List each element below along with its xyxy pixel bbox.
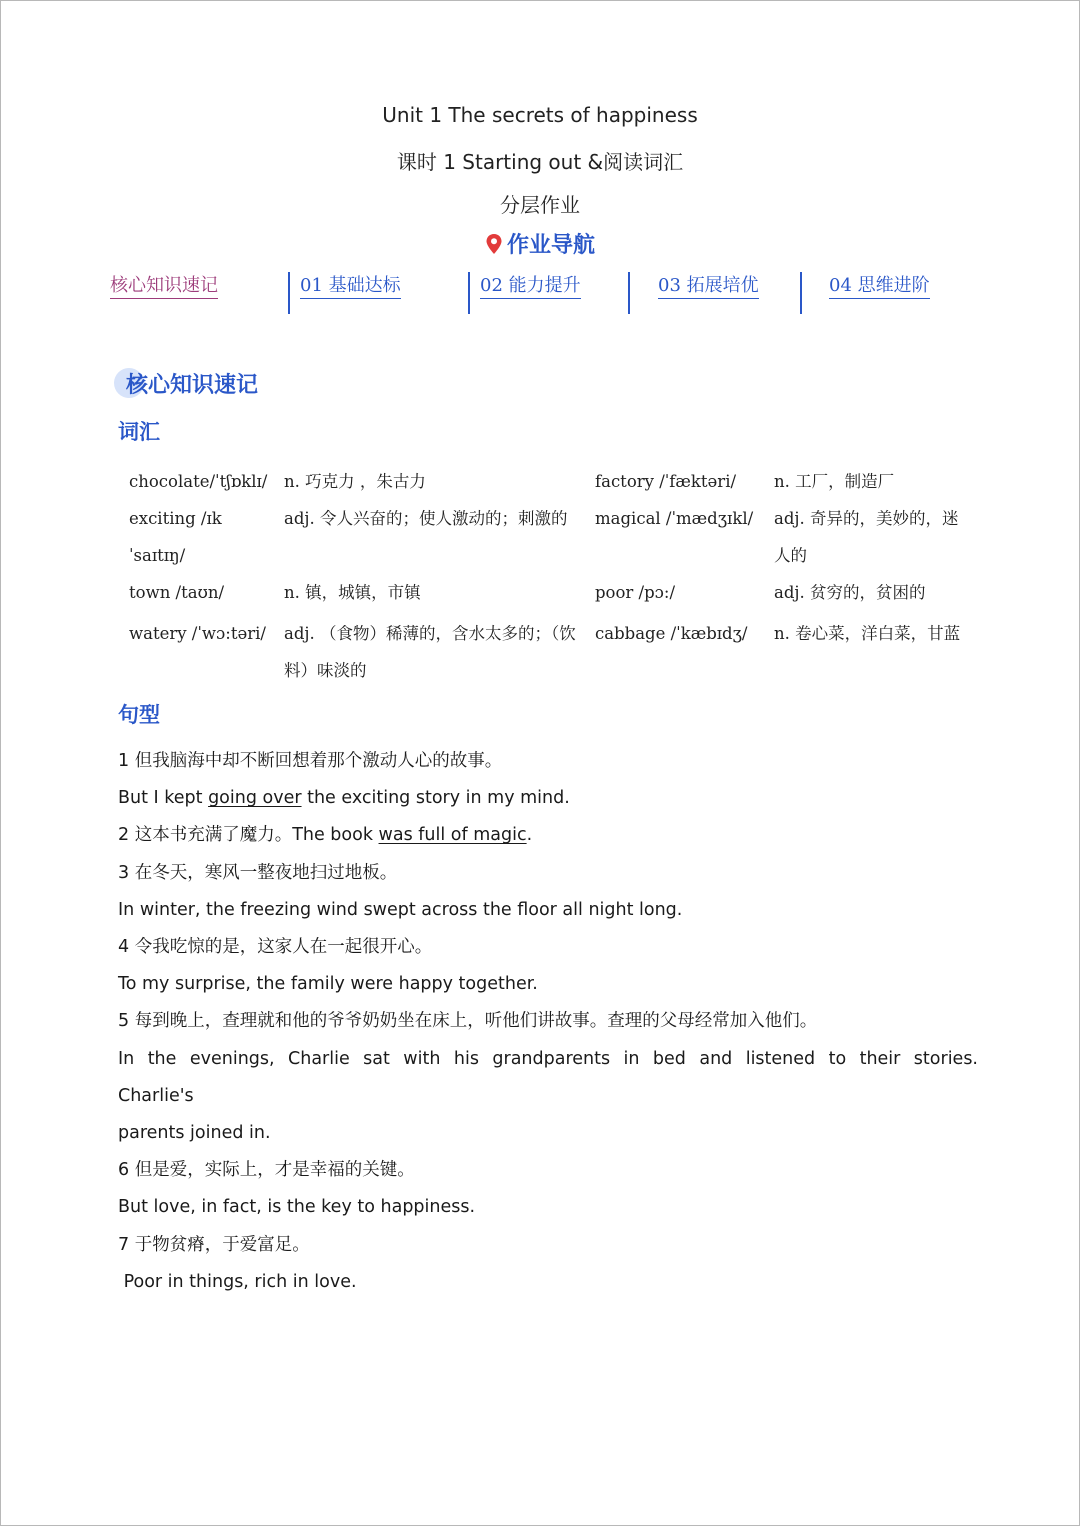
nav-link-thinking[interactable]: 04 思维进阶 <box>829 274 930 299</box>
core-knowledge-heading: 核心知识速记 <box>118 368 258 399</box>
vocab-word: town /taʊn/ <box>129 583 225 602</box>
sentence-english: To my surprise, the family were happy together. <box>118 974 538 995</box>
sentence-mixed: 2 这本书充满了魔力。The book was full of magic. <box>118 825 533 846</box>
layered-homework-title: 分层作业 <box>500 193 580 217</box>
lesson-title: 课时 1 Starting out &阅读词汇 <box>396 150 684 174</box>
vocab-meaning: n. 镇，城镇，市镇 <box>284 583 421 602</box>
sentence-chinese: 3 在冬天，寒风一整夜地扫过地板。 <box>118 862 398 883</box>
vocab-table <box>129 463 989 689</box>
vocab-meaning: n. 巧克力 ，朱古力 <box>284 472 426 491</box>
key-phrase: was full of magic <box>378 825 527 846</box>
vocab-word: chocolate/ˈtʃɒklɪ/ <box>129 472 268 491</box>
vocab-row <box>129 500 989 574</box>
vocab-heading: 词汇 <box>118 420 160 444</box>
sentence-english-continued: parents joined in. <box>118 1123 271 1144</box>
vocab-row <box>129 615 989 689</box>
nav-link-basic[interactable]: 01 基础达标 <box>300 274 401 299</box>
nav-link-ability[interactable]: 02 能力提升 <box>480 274 581 299</box>
nav-link-extension[interactable]: 03 拓展培优 <box>658 274 759 299</box>
vocab-word: magical /ˈmædʒɪkl/ <box>595 509 754 528</box>
vocab-meaning: adj. 奇异的，美妙的，迷人的 <box>774 509 959 565</box>
sentence-chinese: 6 但是爱，实际上，才是幸福的关键。 <box>118 1160 415 1181</box>
vocab-row <box>129 574 989 615</box>
nav-separator <box>628 272 630 314</box>
sentence-chinese: 4 令我吃惊的是，这家人在一起很开心。 <box>118 937 433 958</box>
nav-link-core-knowledge[interactable]: 核心知识速记 <box>110 274 218 299</box>
sentence-english: In winter, the freezing wind swept across the floor all night long. <box>118 899 683 920</box>
vocab-word: exciting /ɪkˈsaɪtɪŋ/ <box>129 509 222 565</box>
nav-separator <box>288 272 290 314</box>
nav-separator <box>468 272 470 314</box>
sentence-english: In the evenings, Charlie sat with his grandparents in bed and listened to their stories. Charlie's <box>118 1048 978 1106</box>
vocab-meaning: adj. （食物）稀薄的，含水太多的；（饮料）味淡的 <box>284 624 576 680</box>
sentence-list <box>118 743 978 1301</box>
vocab-meaning: n. 工厂，制造厂 <box>774 472 895 491</box>
vocab-meaning: adj. 令人兴奋的；使人激动的；刺激的 <box>284 509 568 528</box>
vocab-word: watery /ˈwɔ:təri/ <box>129 624 266 643</box>
sentence-english: Poor in things, rich in love. <box>118 1271 357 1292</box>
sentence-english: But love, in fact, is the key to happiness. <box>118 1197 476 1218</box>
homework-nav-bar <box>110 272 950 316</box>
sentence-chinese: 1 但我脑海中却不断回想着那个激动人心的故事。 <box>118 751 503 771</box>
unit-title: Unit 1 The secrets of happiness <box>382 103 698 127</box>
location-pin-icon <box>485 233 503 255</box>
sentence-english: But I kept going over the exciting story in my mind. <box>118 788 570 809</box>
vocab-word: poor /pɔ:/ <box>595 583 676 602</box>
sentence-heading: 句型 <box>118 703 160 727</box>
sentence-chinese: 5 每到晚上，查理就和他的爷爷奶奶坐在床上，听他们讲故事。查理的父母经常加入他们。 <box>118 1011 818 1032</box>
vocab-word: cabbage /ˈkæbɪdʒ/ <box>595 624 748 643</box>
vocab-word: factory /ˈfæktəri/ <box>595 472 737 491</box>
vocab-meaning: adj. 贫穷的，贫困的 <box>774 583 926 602</box>
vocab-meaning: n. 卷心菜，洋白菜，甘蓝 <box>774 624 961 643</box>
homework-nav-title <box>0 228 1080 259</box>
nav-title-text: 作业导航 <box>506 233 595 258</box>
sentence-chinese: 7 于物贫瘠，于爱富足。 <box>118 1234 310 1255</box>
key-phrase: going over <box>208 788 302 809</box>
vocab-row <box>129 463 989 500</box>
nav-separator <box>800 272 802 314</box>
